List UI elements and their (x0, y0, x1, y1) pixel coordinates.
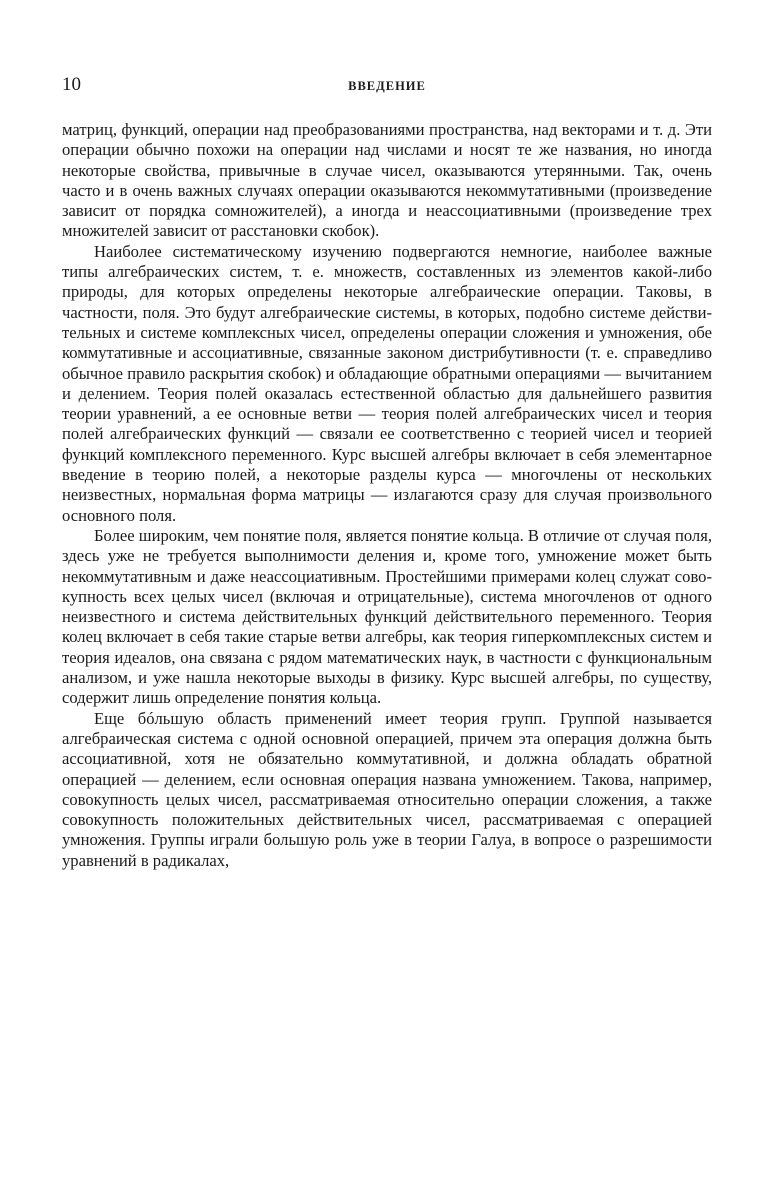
paragraph-2: Наиболее систематическому изучению подвергаются немногие, наиболее важные типы алгебраических систем, т. е. множеств, составленных из элементов какой-либо природы, для которых определены некоторые алгебраические операции. Таковы, в частности, поля. Это будут алгебраические системы, в которых, подобно системе действительных и системе комплексных чисел, определены операции сложения и умножения, обе коммутативные и ассоциативные, связанные законом дистрибутивности (т. е. справедливо обычное правило раскрытия скобок) и обладающие обратными операциями — вычитанием и делением. Теория полей оказалась естественной областью для дальнейшего развития теории уравнений, а ее основные ветви — теория полей алгебраических чисел и теория полей алгебраических функций — связали ее соответственно с теорией чисел и теорией функций комплексного переменного. Курс высшей алгебры включает в себя элементарное введение в теорию полей, а некоторые разделы курса — многочлены от нескольких неизвестных, нормальная форма матрицы — излагаются сразу для случая произвольного основного поля. (62, 241, 712, 525)
body-text (62, 120, 712, 871)
running-title: ВВЕДЕНИЕ (348, 79, 426, 93)
paragraph-3: Более широким, чем понятие поля, является понятие кольца. В отличие от случая поля, здесь уже не требуется выполнимости деления и, кроме того, умножение может быть некоммутативным и даже неассоциативным. Простейшими примерами колец служат совокупность всех целых чисел (включая и отрицательные), система многочленов от одного неизвестного и система действительных функций действительного переменного. Теория колец включает в себя такие старые ветви алгебры, как теория гиперкомплексных систем и теория идеалов, она связана с рядом математических наук, в частности с функциональным анализом, и уже нашла некоторые выходы в физику. Курс высшей алгебры, по существу, содержит лишь определение понятия кольца. (62, 525, 712, 708)
book-page (62, 70, 712, 871)
page-number: 10 (62, 74, 81, 95)
running-head (62, 70, 712, 104)
paragraph-4: Еще бóльшую область применений имеет теория групп. Группой называется алгебраическая система с одной основной операцией, причем эта операция должна быть ассоциативной, хотя не обязательно коммутативной, и должна обладать обратной операцией — делением, если основная операция названа умножением. Такова, например, совокупность целых чисел, рассматриваемая относительно операции сложения, а также совокупность положительных действительных чисел, рассматриваемая с операцией умножения. Группы играли большую роль уже в теории Галуа, в вопросе о разрешимости уравнений в радикалах, (62, 708, 712, 870)
paragraph-1: матриц, функций, операции над преобразованиями пространства, над векторами и т. д. Эти операции обычно похожи на операции над числами и носят те же названия, но иногда некоторые свойства, привычные в случае чисел, оказываются утерянными. Так, очень часто и в очень важных случаях операции оказываются некоммутативными (произведение зависит от порядка сомножителей), а иногда и неассоциативными (произведение трех множителей зависит от расстановки скобок). (62, 120, 712, 241)
